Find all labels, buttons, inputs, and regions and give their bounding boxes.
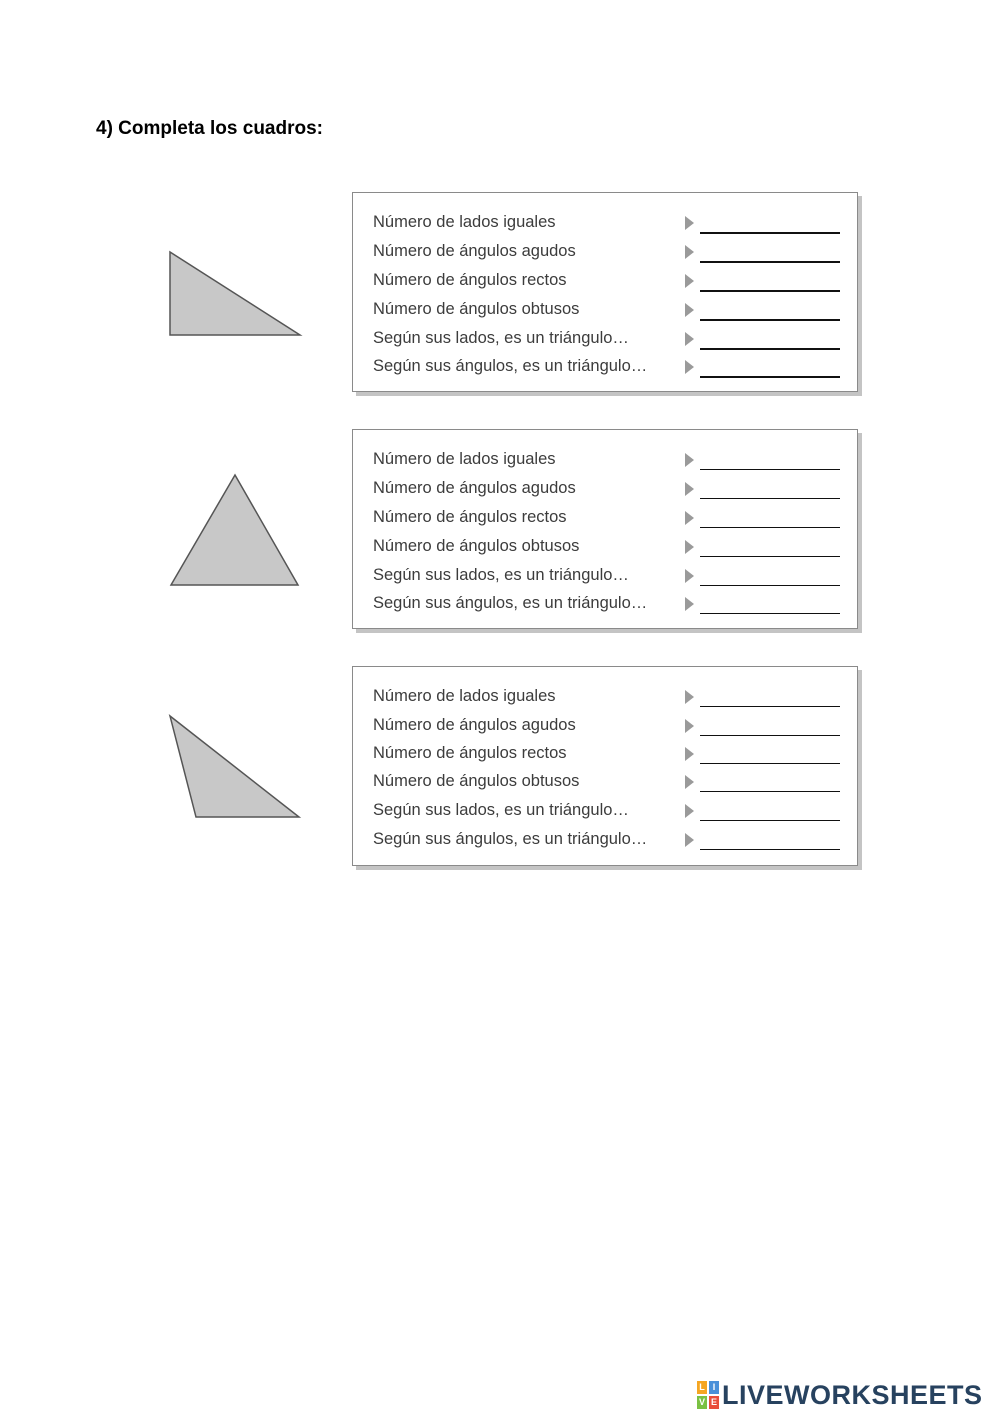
question-row [373,357,843,381]
question-label: Número de ángulos agudos [373,716,576,734]
arrow-right-icon [685,245,694,259]
arrow-right-icon [685,804,694,818]
arrow-right-icon [685,303,694,317]
arrow-right-icon [685,482,694,496]
answer-input[interactable] [700,818,840,821]
answer-input[interactable] [700,554,840,557]
obtuse-triangle-icon [160,666,310,876]
answer-input[interactable] [700,847,840,850]
question-row [373,242,843,266]
logo-mark-icon [697,1381,719,1409]
question-row [373,213,843,237]
question-label: Número de lados iguales [373,687,556,705]
arrow-right-icon [685,540,694,554]
logo-text: LIVEWORKSHEETS [722,1379,983,1410]
logo-mark-letter: L [697,1381,707,1394]
question-label: Número de ángulos obtusos [373,772,580,790]
logo-mark-letter: E [710,1397,717,1407]
question-box-2 [352,429,858,629]
answer-input[interactable] [700,346,840,350]
acute-triangle-icon [160,429,310,639]
answer-input[interactable] [700,317,840,321]
question-row [373,479,843,503]
question-label: Según sus lados, es un triángulo… [373,801,629,819]
question-label: Según sus ángulos, es un triángulo… [373,357,648,375]
answer-input[interactable] [700,704,840,707]
arrow-right-icon [685,747,694,761]
question-row [373,300,843,324]
logo-mark-letter: I [709,1381,719,1394]
question-row [373,566,843,590]
answer-input[interactable] [700,230,840,234]
arrow-right-icon [685,569,694,583]
question-row [373,687,843,711]
question-label: Número de lados iguales [373,213,556,231]
answer-input[interactable] [700,583,840,586]
question-label: Número de ángulos rectos [373,508,567,526]
answer-input[interactable] [700,467,840,470]
question-row [373,508,843,532]
arrow-right-icon [685,597,694,611]
question-row [373,271,843,295]
question-label: Según sus ángulos, es un triángulo… [373,594,648,612]
question-row [373,801,843,825]
question-label: Según sus lados, es un triángulo… [373,329,629,347]
exercise-3 [0,666,1000,876]
arrow-right-icon [685,216,694,230]
question-row [373,744,843,768]
question-label: Número de ángulos agudos [373,242,576,260]
right-triangle-icon [160,192,310,402]
question-row [373,450,843,474]
liveworksheets-logo [697,1378,983,1412]
answer-input[interactable] [700,733,840,736]
arrow-right-icon [685,511,694,525]
answer-input[interactable] [700,259,840,263]
question-label: Número de ángulos rectos [373,744,567,762]
arrow-right-icon [685,332,694,346]
question-label: Según sus ángulos, es un triángulo… [373,830,648,848]
question-label: Número de ángulos obtusos [373,537,580,555]
arrow-right-icon [685,453,694,467]
question-label: Número de ángulos obtusos [373,300,580,318]
logo-mark-letter: V [698,1397,705,1407]
exercise-1 [0,192,1000,402]
answer-input[interactable] [700,288,840,292]
question-row [373,594,843,618]
question-row [373,772,843,796]
answer-input[interactable] [700,374,840,378]
question-row [373,716,843,740]
arrow-right-icon [685,690,694,704]
answer-input[interactable] [700,611,840,614]
answer-input[interactable] [700,525,840,528]
question-box-1 [352,192,858,392]
question-row [373,830,843,854]
answer-input[interactable] [700,789,840,792]
question-label: Según sus lados, es un triángulo… [373,566,629,584]
arrow-right-icon [685,719,694,733]
answer-input[interactable] [700,761,840,764]
arrow-right-icon [685,274,694,288]
question-label: Número de ángulos agudos [373,479,576,497]
question-row [373,537,843,561]
page-title: 4) Completa los cuadros: [96,118,323,139]
answer-input[interactable] [700,496,840,499]
question-label: Número de lados iguales [373,450,556,468]
arrow-right-icon [685,775,694,789]
exercise-2 [0,429,1000,639]
arrow-right-icon [685,833,694,847]
question-box-3 [352,666,858,866]
question-label: Número de ángulos rectos [373,271,567,289]
arrow-right-icon [685,360,694,374]
question-row [373,329,843,353]
